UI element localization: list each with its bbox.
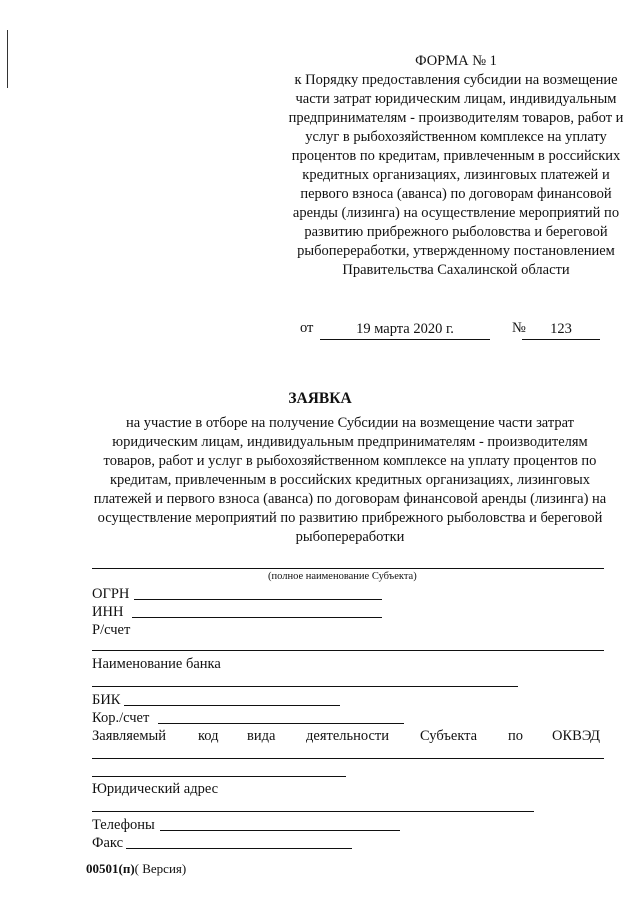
bik-field[interactable] — [124, 705, 340, 706]
bik-label: БИК — [92, 692, 121, 708]
application-description: на участие в отборе на получение Субсидии на возмещение части затрат юридическим лицам, индивидуальным предпринимателям - производителям товаров, работ и услуг в рыбохозяйственном комплексе на уплату процентов по кредитам, привлеченным в российских кредитных организациях, лизинговых платежей и первого взноса (аванса) по договорам финансовой аренды (лизинга) на осуществление мероприятий по развитию прибрежного рыболовства и береговой рыбопереработки — [93, 415, 607, 545]
okved-word-7: ОКВЭД — [552, 728, 601, 744]
phones-field[interactable] — [160, 830, 400, 831]
full-name-caption: (полное наименование Субъекта) — [268, 571, 417, 582]
inn-label: ИНН — [92, 604, 124, 620]
okved-field-extra[interactable] — [92, 776, 346, 777]
fax-field[interactable] — [126, 848, 352, 849]
order-reference: к Порядку предоставления субсидии на возмещение части затрат юридическим лицам, индивидуальным предпринимателям - производителям товаров, работ и услуг в рыбохозяйственном комплексе на уплату процентов по кредитам, привлеченным в российских кредитных организациях, лизинговых платежей и первого взноса (аванса) по договорам финансовой аренды (лизинга) на осуществление мероприятий по развитию прибрежного рыболовства и береговой рыбопереработки, утвержденному постановлением Правительства Сахалинской области — [288, 72, 624, 278]
full-name-line[interactable] — [92, 568, 604, 569]
okved-field[interactable] — [92, 758, 604, 759]
number-prefix: № — [512, 320, 526, 336]
scan-edge-mark — [7, 30, 8, 88]
okved-word-2: код — [198, 728, 219, 744]
form-title: ФОРМА № 1 — [415, 53, 497, 69]
inn-field[interactable] — [132, 617, 382, 618]
form-code-number: 00501(п) — [86, 861, 135, 876]
form-header — [286, 52, 626, 280]
account-label: Р/счет — [92, 622, 131, 638]
legal-address-field[interactable] — [92, 811, 534, 812]
application-title: ЗАЯВКА — [288, 390, 352, 407]
form-version: ( Версия) — [134, 861, 187, 876]
date-value: 19 марта 2020 г. — [320, 320, 490, 340]
bank-name-field[interactable] — [92, 686, 518, 687]
okved-word-3: вида — [247, 728, 276, 744]
corr-account-field[interactable] — [158, 723, 404, 724]
okved-word-6: по — [508, 728, 524, 744]
corr-account-label: Кор./счет — [92, 710, 150, 726]
number-value: 123 — [522, 320, 600, 340]
account-field[interactable] — [92, 650, 604, 651]
form-code — [86, 861, 186, 877]
legal-address-label: Юридический адрес — [92, 781, 219, 797]
fax-label: Факс — [92, 835, 124, 851]
okved-word-4: деятельности — [306, 728, 390, 744]
phones-label: Телефоны — [92, 817, 155, 833]
date-number-row — [296, 320, 606, 342]
okved-word-1: Заявляемый — [92, 728, 167, 744]
bank-name-label: Наименование банка — [92, 656, 221, 672]
okved-word-5: Субъекта — [420, 728, 478, 744]
date-prefix: от — [300, 320, 314, 336]
ogrn-label: ОГРН — [92, 586, 130, 602]
ogrn-field[interactable] — [134, 599, 382, 600]
